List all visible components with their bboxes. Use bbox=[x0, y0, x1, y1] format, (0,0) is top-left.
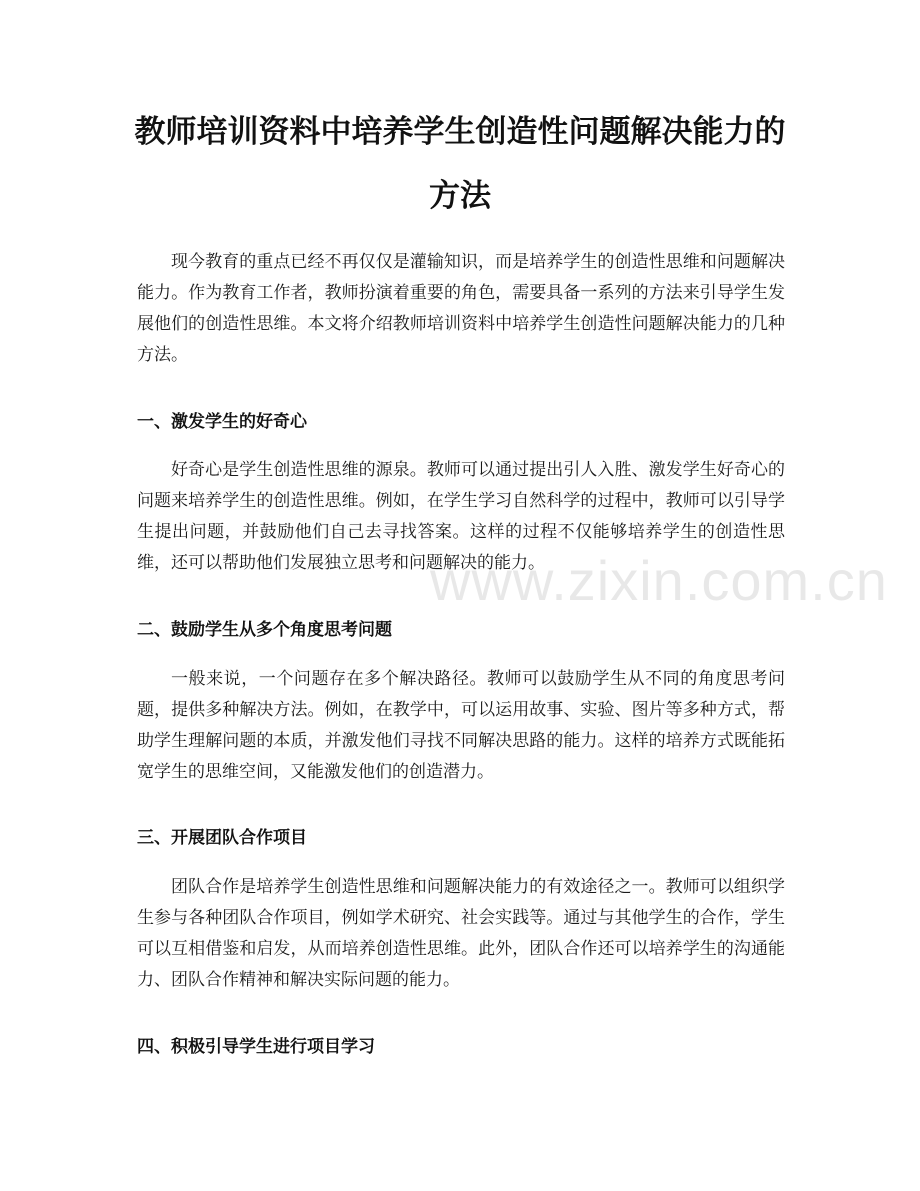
section-heading-4: 四、积极引导学生进行项目学习 bbox=[137, 1037, 375, 1057]
section-heading-1: 一、激发学生的好奇心 bbox=[137, 412, 307, 432]
section-heading-3: 三、开展团队合作项目 bbox=[137, 828, 307, 848]
section-body-3: 团队合作是培养学生创造性思维和问题解决能力的有效途径之一。教师可以组织学生参与各种团队合作项目，例如学术研究、社会实践等。通过与其他学生的合作，学生可以互相借鉴和启发，从而培养创造性思维。此外，团队合作还可以培养学生的沟通能力、团队合作精神和解决实际问题的能力。 bbox=[137, 877, 785, 990]
intro-paragraph: 现今教育的重点已经不再仅仅是灌输知识，而是培养学生的创造性思维和问题解决能力。作为教育工作者，教师扮演着重要的角色，需要具备一系列的方法来引导学生发展他们的创造性思维。本文将介绍教师培训资料中培养学生创造性问题解决能力的几种方法。 bbox=[137, 252, 785, 365]
section-body-1: 好奇心是学生创造性思维的源泉。教师可以通过提出引人入胜、激发学生好奇心的问题来培养学生的创造性思维。例如，在学生学习自然科学的过程中，教师可以引导学生提出问题，并鼓励他们自己去寻找答案。这样的过程不仅能够培养学生的创造性思维，还可以帮助他们发展独立思考和问题解决的能力。 bbox=[137, 460, 785, 573]
watermark: www.zixin.com.cn bbox=[430, 549, 888, 612]
document-title: 教师培训资料中培养学生创造性问题解决能力的方法 bbox=[134, 114, 786, 214]
section-heading-2: 二、鼓励学生从多个角度思考问题 bbox=[137, 620, 392, 640]
section-body-2: 一般来说，一个问题存在多个解决路径。教师可以鼓励学生从不同的角度思考问题，提供多种解决方法。例如，在教学中，可以运用故事、实验、图片等多种方式，帮助学生理解问题的本质，并激发他们寻找不同解决思路的能力。这样的培养方式既能拓宽学生的思维空间，又能激发他们的创造潜力。 bbox=[137, 669, 785, 782]
